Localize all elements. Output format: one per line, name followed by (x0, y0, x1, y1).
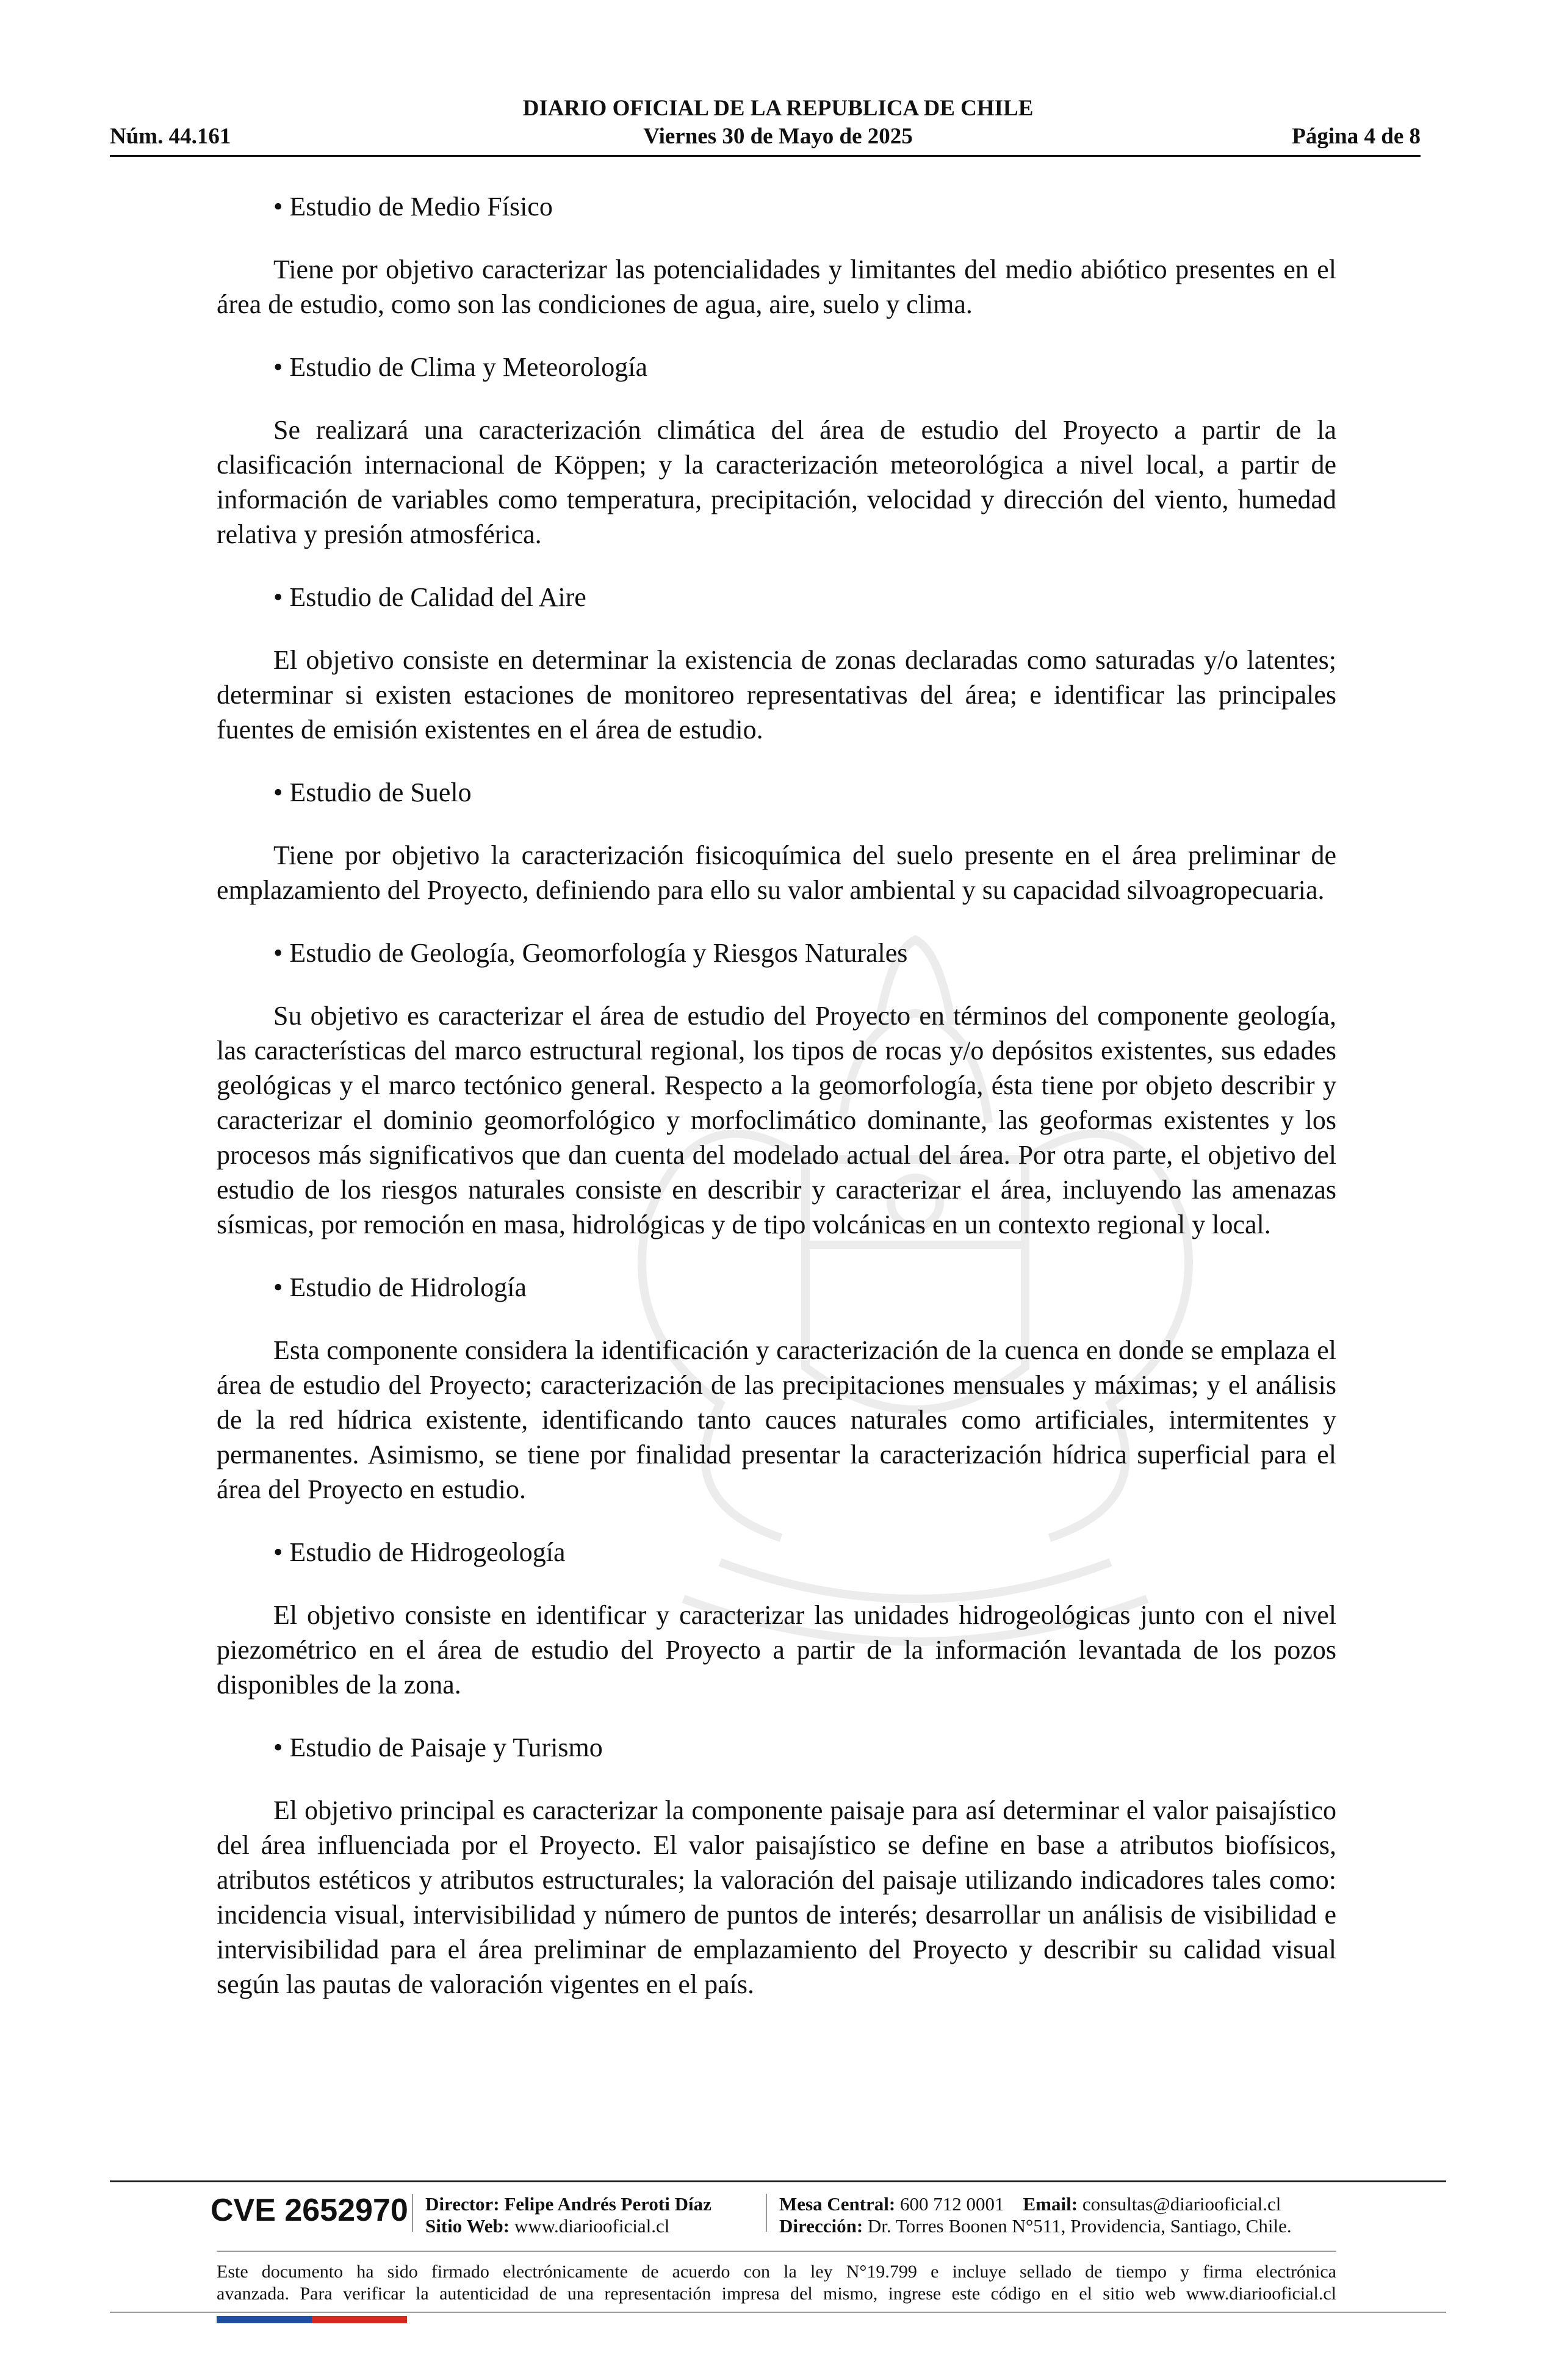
cve-code: CVE 2652970 (211, 2193, 408, 2228)
section-clima (217, 350, 1336, 552)
website-link[interactable]: www.diariooficial.cl (514, 2215, 670, 2237)
section-paragraph: Esta componente considera la identificación y caracterización de la cuenca en donde se emplaza el área de estudio del Proyecto; caracterización de las precipitaciones mensuales y máximas; y el análisis de la red hídrica existente, identificando tanto cauces naturales como artificiales, intermitentes y permanentes. Asimismo, se tiene por finalidad presentar la caracterización hídrica superficial para el área del Proyecto en estudio. (217, 1335, 1336, 1504)
section-paragraph: Su objetivo es caracterizar el área de estudio del Proyecto en términos del componente geología, las características del marco estructural regional, los tipos de rocas y/o depósitos existentes, sus edades geológicas y el marco tectónico general. Respecto a la geomorfología, ésta tiene por objeto describir y caracterizar el dominio geomorfológico y morfoclimático dominante, las geoformas existentes y los procesos más significativos que dan cuenta del modelado actual del área. Por otra parte, el objetivo del estudio de los riesgos naturales consiste en describir y caracterizar el área, incluyendo las amenazas sísmicas, por remoción en masa, hidrológicas y de tipo volcánicas en un contexto regional y local. (217, 1001, 1336, 1239)
email-label: Email: (1023, 2193, 1078, 2215)
section-heading: • Estudio de Geología, Geomorfología y Riesgos Naturales (273, 938, 908, 968)
legal-notice-line: avanzada. Para verificar la autenticidad de una representación impresa del mismo, ingrese este código en el sitio web www.diariooficial.cl (217, 2284, 1336, 2304)
flag-stripe (217, 2316, 407, 2323)
section-geologia (217, 936, 1336, 1242)
section-paragraph: Tiene por objetivo la caracterización fisicoquímica del suelo presente en el área preliminar de emplazamiento del Proyecto, definiendo para ello su valor ambiental y su capacidad silvoagropecuaria. (217, 840, 1336, 905)
section-heading: • Estudio de Paisaje y Turismo (273, 1733, 603, 1762)
flag-stripe-red (312, 2316, 407, 2323)
page-indicator: Página 4 de 8 (1292, 124, 1421, 149)
flag-stripe-blue (217, 2316, 312, 2323)
issue-date: Viernes 30 de Mayo de 2025 (643, 124, 913, 149)
section-heading: • Estudio de Hidrología (273, 1272, 527, 1302)
publication-title: DIARIO OFICIAL DE LA REPUBLICA DE CHILE (522, 96, 1034, 121)
address-label: Dirección: (779, 2215, 863, 2237)
section-medio-fisico (217, 189, 1336, 322)
footer-contact-block (779, 2193, 1292, 2237)
section-hidrogeologia (217, 1535, 1336, 1702)
section-heading: • Estudio de Calidad del Aire (273, 582, 586, 612)
email-link[interactable]: consultas@diariooficial.cl (1082, 2193, 1281, 2215)
footer-director-block (425, 2193, 711, 2237)
section-paragraph: El objetivo consiste en determinar la existencia de zonas declaradas como saturadas y/o latentes; determinar si existen estaciones de monitoreo representativas del área; e identificar las principales fuentes de emisión existentes en el área de estudio. (217, 645, 1336, 745)
section-suelo (217, 775, 1336, 907)
director-name: Felipe Andrés Peroti Díaz (504, 2193, 711, 2215)
footer-separator (766, 2194, 767, 2232)
section-heading: • Estudio de Clima y Meteorología (273, 352, 647, 382)
section-heading: • Estudio de Medio Físico (273, 192, 553, 222)
footer-separator (412, 2194, 413, 2232)
phone-number: 600 712 0001 (900, 2193, 1004, 2215)
footer-divider-top (110, 2180, 1446, 2182)
footer-divider-middle (217, 2251, 1336, 2252)
section-paisaje (217, 1730, 1336, 2002)
section-calidad-aire (217, 580, 1336, 747)
issue-number: Núm. 44.161 (110, 124, 231, 149)
legal-notice-line: Este documento ha sido firmado electrónicamente de acuerdo con la ley N°19.799 e incluye sellado de tiempo y firma electrónica (217, 2262, 1336, 2282)
phone-label: Mesa Central: (779, 2193, 896, 2215)
legal-notice (217, 2261, 1336, 2305)
section-hidrologia (217, 1270, 1336, 1507)
section-paragraph: El objetivo principal es caracterizar la componente paisaje para así determinar el valor paisajístico del área influenciada por el Proyecto. El valor paisajístico se define en base a atributos biofísicos, atributos estéticos y atributos estructurales; la valoración del paisaje utilizando indicadores tales como: incidencia visual, intervisibilidad y número de puntos de interés; desarrollar un análisis de visibilidad e intervisibilidad para el área preliminar de emplazamiento del Proyecto y describir su calidad visual según las pautas de valoración vigentes en el país. (217, 1795, 1336, 1999)
section-heading: • Estudio de Suelo (273, 777, 472, 807)
section-paragraph: El objetivo consiste en identificar y caracterizar las unidades hidrogeológicas junto con el nivel piezométrico en el área de estudio del Proyecto a partir de la información levantada de los pozos disponibles de la zona. (217, 1600, 1336, 1700)
website-label: Sitio Web: (425, 2215, 510, 2237)
header-divider (110, 155, 1421, 157)
director-label: Director: (425, 2193, 500, 2215)
address-text: Dr. Torres Boonen N°511, Providencia, Santiago, Chile. (867, 2215, 1292, 2237)
section-heading: • Estudio de Hidrogeología (273, 1537, 566, 1567)
section-paragraph: Se realizará una caracterización climática del área de estudio del Proyecto a partir de la clasificación internacional de Köppen; y la caracterización meteorológica a nivel local, a partir de información de variables como temperatura, precipitación, velocidad y dirección del viento, humedad relativa y presión atmosférica. (217, 415, 1336, 549)
section-paragraph: Tiene por objetivo caracterizar las potencialidades y limitantes del medio abiótico presentes en el área de estudio, como son las condiciones de agua, aire, suelo y clima. (217, 254, 1336, 319)
footer-divider-bottom (110, 2312, 1446, 2313)
document-body (217, 189, 1336, 2030)
